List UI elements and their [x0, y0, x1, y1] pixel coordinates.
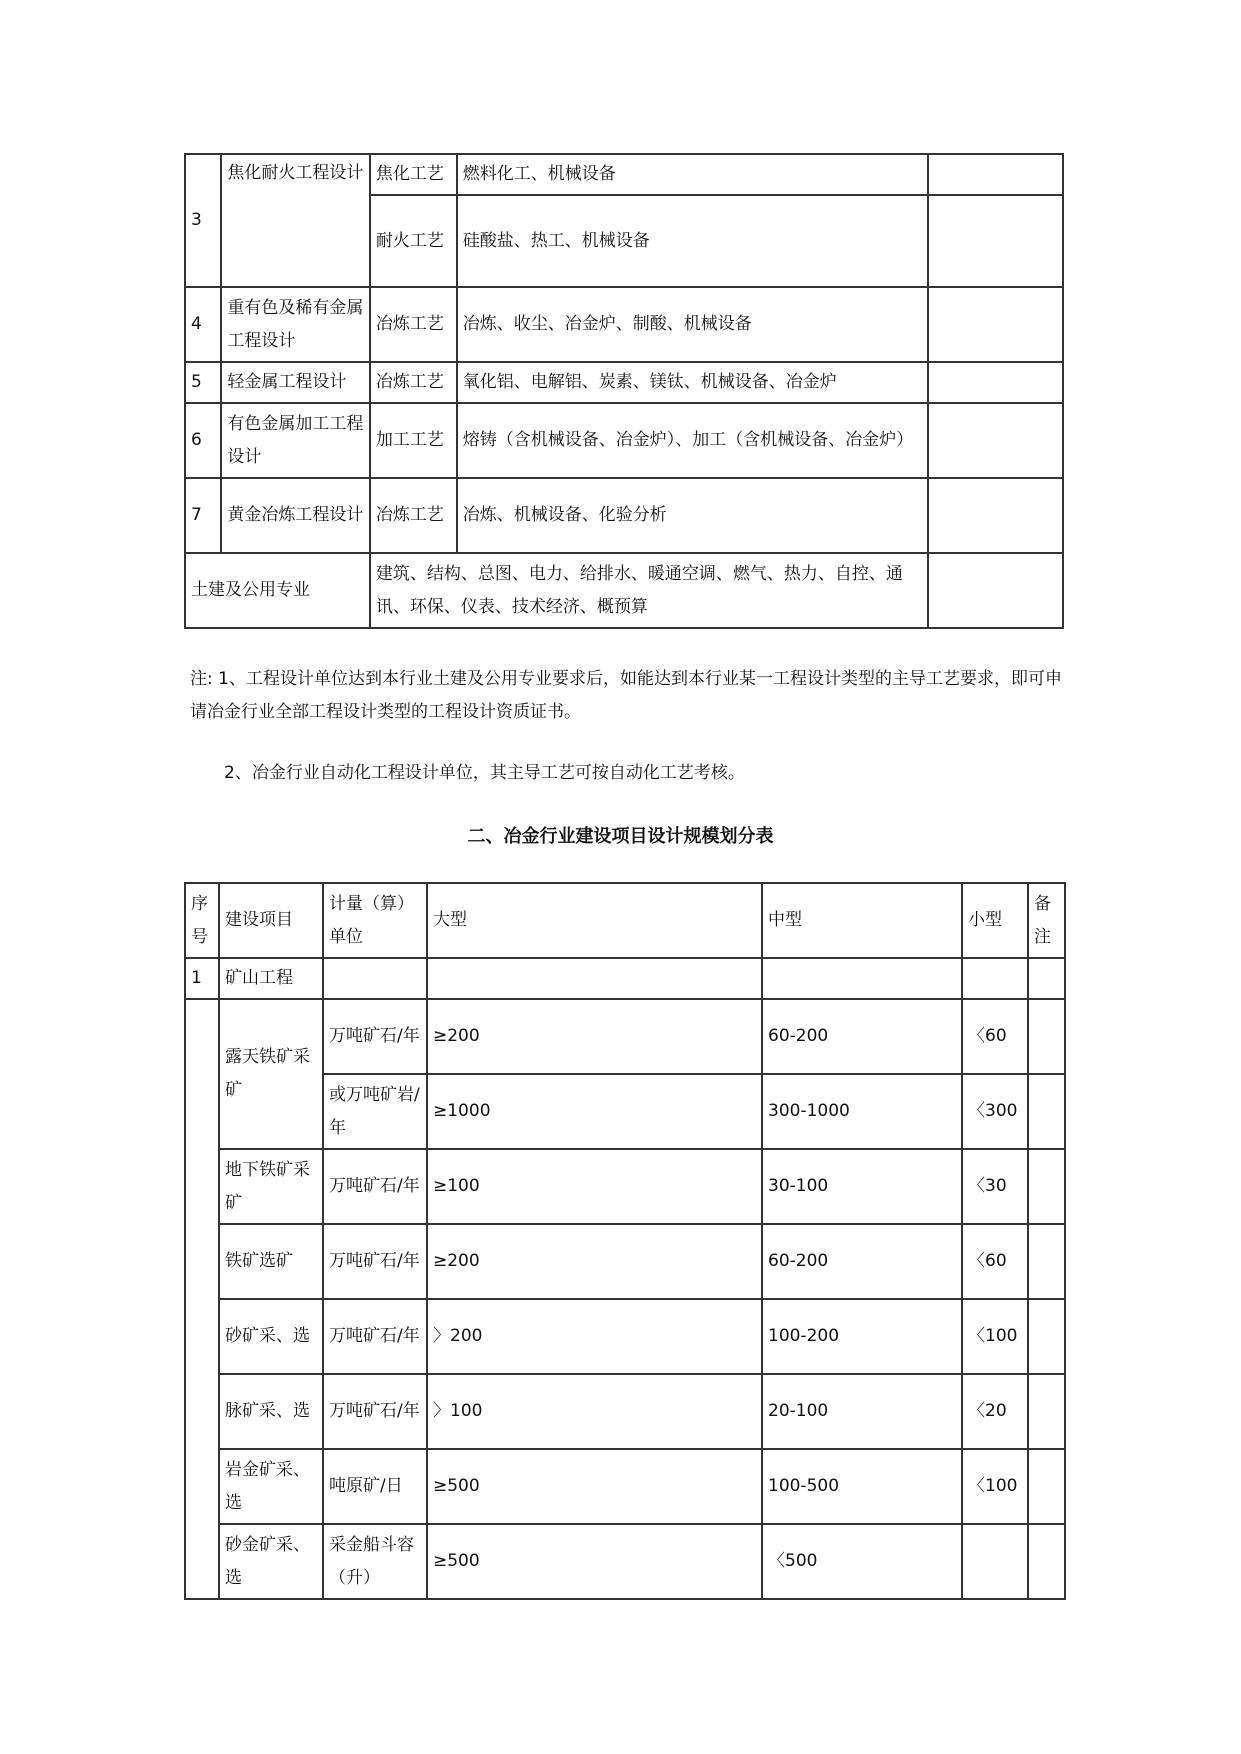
- small-cell: 〈60: [962, 999, 1028, 1074]
- lead-process: 焦化工艺: [370, 154, 457, 195]
- remark-cell: [928, 154, 1063, 195]
- remark-cell: [928, 478, 1063, 553]
- large-cell: ≥500: [427, 1524, 762, 1599]
- unit-cell: [323, 958, 427, 999]
- project-name: 露天铁矿采矿: [219, 999, 323, 1149]
- small-cell: 〈300: [962, 1074, 1028, 1149]
- row-number: 4: [185, 287, 221, 362]
- remark-cell: [1028, 1149, 1065, 1224]
- project-name: 铁矿选矿: [219, 1224, 323, 1299]
- large-cell: [427, 958, 762, 999]
- main-majors: 冶炼、收尘、冶金炉、制酸、机械设备: [457, 287, 928, 362]
- main-majors: 冶炼、机械设备、化验分析: [457, 478, 928, 553]
- project-name: 地下铁矿采矿: [219, 1149, 323, 1224]
- remark-cell: [928, 553, 1063, 628]
- lead-process: 耐火工艺: [370, 195, 457, 287]
- design-type: 轻金属工程设计: [221, 362, 370, 403]
- project-name: 砂金矿采、选: [219, 1524, 323, 1599]
- large-cell: ≥200: [427, 1224, 762, 1299]
- remark-cell: [1028, 958, 1065, 999]
- row-number: 7: [185, 478, 221, 553]
- design-type: 有色金属加工工程设计: [221, 403, 370, 478]
- unit-cell: 万吨矿石/年: [323, 1224, 427, 1299]
- header-unit: 计量（算）单位: [323, 883, 427, 958]
- design-type: 重有色及稀有金属工程设计: [221, 287, 370, 362]
- unit-cell: 吨原矿/日: [323, 1449, 427, 1524]
- row-number: [185, 999, 219, 1599]
- row-number: 3: [185, 154, 221, 287]
- lead-process: 加工工艺: [370, 403, 457, 478]
- small-cell: 〈30: [962, 1149, 1028, 1224]
- scale-table: [184, 882, 1066, 1600]
- note-2: 2、冶金行业自动化工程设计单位，其主导工艺可按自动化工艺考核。: [224, 763, 745, 783]
- main-majors: 氧化铝、电解铝、炭素、镁钛、机械设备、冶金炉: [457, 362, 928, 403]
- unit-cell: 万吨矿石/年: [323, 1149, 427, 1224]
- unit-cell: 或万吨矿岩/年: [323, 1074, 427, 1149]
- row-number: 1: [185, 958, 219, 999]
- civil-majors: 建筑、结构、总图、电力、给排水、暖通空调、燃气、热力、自控、通讯、环保、仪表、技术经济、概预算: [370, 553, 928, 628]
- lead-process: 冶炼工艺: [370, 478, 457, 553]
- medium-cell: 60-200: [762, 1224, 962, 1299]
- header-large: 大型: [427, 883, 762, 958]
- design-type: 黄金冶炼工程设计: [221, 478, 370, 553]
- medium-cell: 60-200: [762, 999, 962, 1074]
- remark-cell: [1028, 1374, 1065, 1449]
- remark-cell: [1028, 1524, 1065, 1599]
- header-medium: 中型: [762, 883, 962, 958]
- unit-cell: 万吨矿石/年: [323, 1299, 427, 1374]
- project-name: 脉矿采、选: [219, 1374, 323, 1449]
- unit-cell: 万吨矿石/年: [323, 1374, 427, 1449]
- remark-cell: [928, 362, 1063, 403]
- small-cell: 〈100: [962, 1449, 1028, 1524]
- small-cell: [962, 1524, 1028, 1599]
- medium-cell: 20-100: [762, 1374, 962, 1449]
- medium-cell: 30-100: [762, 1149, 962, 1224]
- remark-cell: [1028, 1449, 1065, 1524]
- row-number: 6: [185, 403, 221, 478]
- large-cell: ≥500: [427, 1449, 762, 1524]
- civil-label: 土建及公用专业: [185, 553, 370, 628]
- large-cell: ≥200: [427, 999, 762, 1074]
- qualification-table: [184, 153, 1064, 629]
- main-majors: 熔铸（含机械设备、冶金炉）、加工（含机械设备、冶金炉）: [457, 403, 928, 478]
- small-cell: 〈100: [962, 1299, 1028, 1374]
- project-name: 砂矿采、选: [219, 1299, 323, 1374]
- large-cell: ≥100: [427, 1149, 762, 1224]
- lead-process: 冶炼工艺: [370, 362, 457, 403]
- medium-cell: 100-200: [762, 1299, 962, 1374]
- unit-cell: 采金船斗容（升）: [323, 1524, 427, 1599]
- medium-cell: 〈500: [762, 1524, 962, 1599]
- small-cell: 〈20: [962, 1374, 1028, 1449]
- unit-cell: 万吨矿石/年: [323, 999, 427, 1074]
- note-1: 注: 1、工程设计单位达到本行业土建及公用专业要求后，如能达到本行业某一工程设计类型的主导工艺要求，即可申请冶金行业全部工程设计类型的工程设计资质证书。: [190, 669, 1062, 722]
- header-no: 序号: [185, 883, 219, 958]
- lead-process: 冶炼工艺: [370, 287, 457, 362]
- header-remark: 备注: [1028, 883, 1065, 958]
- project-name: 岩金矿采、选: [219, 1449, 323, 1524]
- large-cell: 〉100: [427, 1374, 762, 1449]
- design-type: 焦化耐火工程设计: [221, 154, 370, 287]
- remark-cell: [928, 195, 1063, 287]
- medium-cell: [762, 958, 962, 999]
- remark-cell: [1028, 1074, 1065, 1149]
- row-number: 5: [185, 362, 221, 403]
- small-cell: [962, 958, 1028, 999]
- remark-cell: [928, 287, 1063, 362]
- remark-cell: [1028, 999, 1065, 1074]
- main-majors: 硅酸盐、热工、机械设备: [457, 195, 928, 287]
- large-cell: 〉200: [427, 1299, 762, 1374]
- medium-cell: 100-500: [762, 1449, 962, 1524]
- section-heading: 二、冶金行业建设项目设计规模划分表: [467, 826, 774, 847]
- project-name: 矿山工程: [219, 958, 323, 999]
- header-item: 建设项目: [219, 883, 323, 958]
- small-cell: 〈60: [962, 1224, 1028, 1299]
- remark-cell: [1028, 1224, 1065, 1299]
- remark-cell: [1028, 1299, 1065, 1374]
- header-small: 小型: [962, 883, 1028, 958]
- large-cell: ≥1000: [427, 1074, 762, 1149]
- main-majors: 燃料化工、机械设备: [457, 154, 928, 195]
- remark-cell: [928, 403, 1063, 478]
- medium-cell: 300-1000: [762, 1074, 962, 1149]
